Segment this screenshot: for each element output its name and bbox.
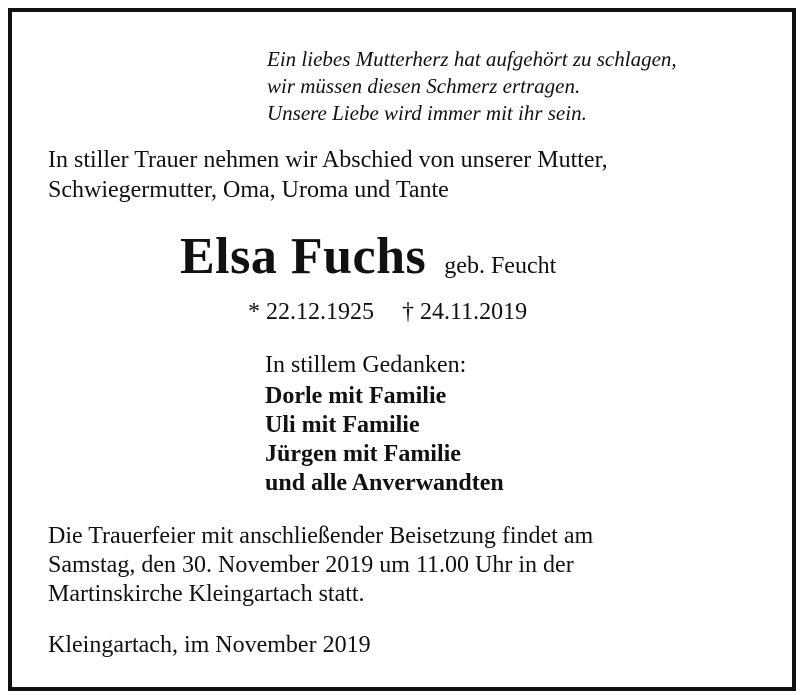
poem-line: Ein liebes Mutterherz hat aufgehört zu schlagen, — [267, 47, 677, 71]
obituary-frame — [8, 8, 796, 691]
intro-line: In stiller Trauer nehmen wir Abschied von unserer Mutter, — [48, 147, 608, 173]
deceased-name-row — [180, 222, 556, 292]
birth-date: * 22.12.1925 — [248, 299, 374, 325]
poem-line: Unsere Liebe wird immer mit ihr sein. — [267, 101, 587, 125]
funeral-notice — [48, 522, 593, 609]
life-dates — [248, 297, 527, 327]
mourning-intro — [48, 145, 608, 205]
intro-line: Schwiegermutter, Oma, Uroma und Tante — [48, 177, 449, 203]
poem-line: wir müssen diesen Schmerz ertragen. — [267, 74, 581, 98]
funeral-line: Samstag, den 30. November 2019 um 11.00 Uhr in der — [48, 552, 574, 578]
funeral-line: Martinskirche Kleingartach statt. — [48, 581, 365, 607]
place-and-date: Kleingartach, im November 2019 — [48, 632, 371, 658]
mourner: Uli mit Familie — [265, 412, 420, 438]
mourners-intro: In stillem Gedanken: — [265, 352, 467, 378]
mourner: Jürgen mit Familie — [265, 441, 461, 467]
deceased-name: Elsa Fuchs — [180, 228, 427, 285]
mourners-list — [265, 382, 504, 498]
mourner: und alle Anverwandten — [265, 470, 504, 496]
funeral-line: Die Trauerfeier mit anschließender Beisetzung findet am — [48, 523, 594, 549]
mourner: Dorle mit Familie — [265, 383, 447, 409]
memorial-poem — [267, 46, 677, 127]
death-date: † 24.11.2019 — [402, 299, 528, 325]
maiden-name: geb. Feucht — [444, 253, 557, 279]
